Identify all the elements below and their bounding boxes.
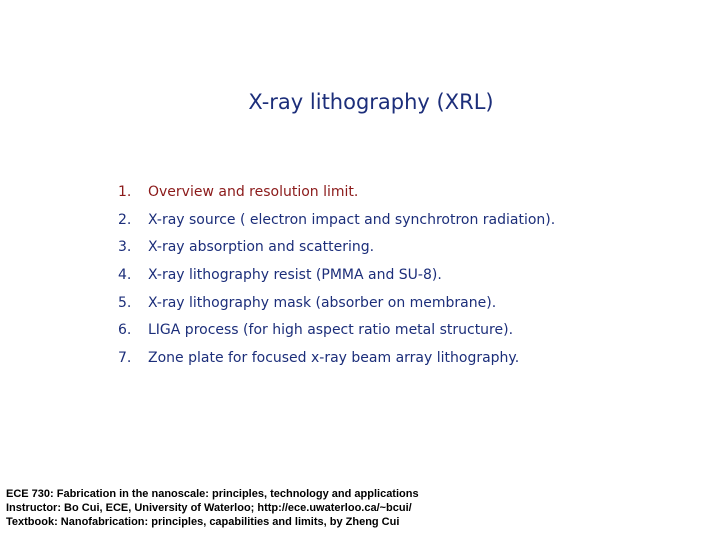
- item-text: X-ray lithography resist (PMMA and SU-8).: [148, 267, 442, 284]
- item-text: LIGA process (for high aspect ratio metal structure).: [148, 322, 514, 339]
- item-text: Zone plate for focused x-ray beam array lithography.: [148, 350, 520, 367]
- course-line: ECE 730: Fabrication in the nanoscale: principles, technology and applications: [6, 488, 419, 500]
- slide-footer: [6, 487, 419, 529]
- instructor-line: Instructor: Bo Cui, ECE, University of Waterloo; http://ece.uwaterloo.ca/~bcui/: [6, 502, 412, 514]
- outline-item: [118, 322, 555, 350]
- item-number: 7.: [118, 350, 132, 367]
- item-number: 2.: [118, 211, 132, 228]
- slide-title: X-ray lithography (XRL): [248, 90, 494, 114]
- item-number: 6.: [118, 322, 132, 339]
- outline-list: [118, 184, 555, 378]
- item-number: 5.: [118, 294, 132, 311]
- outline-item: [118, 239, 555, 267]
- item-text: Overview and resolution limit.: [148, 184, 359, 200]
- outline-item: [118, 212, 555, 240]
- item-number: 4.: [118, 267, 132, 284]
- item-number: 3.: [118, 239, 132, 256]
- item-text: X-ray source ( electron impact and synchrotron radiation).: [148, 211, 556, 228]
- outline-item: [118, 350, 555, 378]
- item-number: 1.: [118, 184, 132, 200]
- textbook-line: Textbook: Nanofabrication: principles, capabilities and limits, by Zheng Cui: [6, 516, 400, 528]
- outline-item-current: [118, 184, 555, 212]
- outline-item: [118, 267, 555, 295]
- outline-item: [118, 295, 555, 323]
- item-text: X-ray lithography mask (absorber on membrane).: [148, 294, 497, 311]
- item-text: X-ray absorption and scattering.: [148, 239, 375, 256]
